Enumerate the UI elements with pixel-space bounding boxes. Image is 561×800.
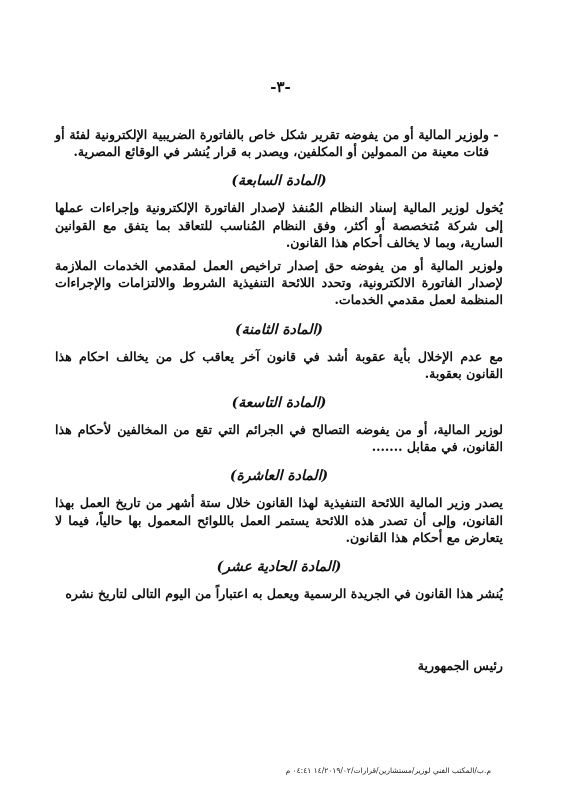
page-number: -٣- — [270, 78, 291, 96]
article-8-heading-wrap — [55, 321, 503, 339]
intro-bullet — [55, 126, 503, 160]
article-9-heading-wrap — [55, 394, 503, 412]
intro-paragraph: ولوزير المالية أو من يفوضه تقرير شكل خاص بالفاتورة الضريبية الإلكترونية لفئة أو فئات معينة من الممولين أو المكلفين، ويصدر به قرار يُنشر في الوقائع المصرية. — [55, 127, 489, 160]
signature: رئيس الجمهورية — [417, 658, 503, 673]
article-10-heading-wrap — [55, 467, 503, 485]
article-10-paragraph-1: يصدر وزير المالية اللائحة التنفيذية لهذا القانون خلال ستة أشهر من تاريخ العمل بهذا القانون، وإلى أن تصدر هذه اللائحة يستمر العمل باللوائح المعمول بها حالياً، فيما لا يتعارض مع أحكام هذا القانون. — [55, 495, 503, 545]
document-body — [55, 126, 503, 602]
article-10-heading: (المادة العاشرة) — [229, 468, 329, 485]
article-11-paragraph-1: يُنشر هذا القانون في الجريدة الرسمية ويعمل به اعتباراً من اليوم التالى لتاريخ نشره — [65, 586, 503, 602]
bullet-mark: - — [493, 127, 499, 142]
article-8-paragraph-1: مع عدم الإخلال بأية عقوبة أشد في قانون آخر يعاقب كل من يخالف احكام هذا القانون بعقوبة. — [55, 348, 503, 381]
article-11-heading: (المادة الحادية عشر) — [216, 559, 342, 576]
article-9-paragraph-1: لوزير المالية، أو من يفوضه التصالح في الجرائم التي تقع من المخالفين لأحكام هذا القانون، في مقابل ....... — [55, 422, 503, 455]
article-9-heading: (المادة التاسعة) — [231, 395, 327, 412]
article-11-heading-wrap — [55, 558, 503, 576]
article-7-heading-wrap — [55, 172, 503, 190]
footer-path: م.ب/المكتب الفني لوزير/مستشارين/قرارات/١٤/٢٠١٩/٠٢ ٠٤:٤١ م — [285, 766, 491, 775]
article-8-heading: (المادة الثامنة) — [234, 321, 324, 338]
article-7-heading: (المادة السابعة) — [231, 173, 327, 190]
article-7-paragraph-1: يُخول لوزير المالية إسناد النظام المُنفذ لإصدار الفاتورة الإلكترونية وإجراءات عملها إلى شركة مُتخصصة أو أكثر، وفق النظام المُناسب للتعاقد بما يتفق مع القوانين السارية، وبما لا يخالف أحكام هذا القانون. — [55, 200, 503, 250]
article-7-paragraph-2: ولوزير المالية أو من يفوضه حق إصدار تراخيص العمل لمقدمي الخدمات الملازمة لإصدار الفاتورة الالكترونية، وتحدد اللائحة التنفيذية الشروط والالتزامات والإجراءات المنظمة لعمل مقدمي الخدمات. — [55, 258, 503, 308]
